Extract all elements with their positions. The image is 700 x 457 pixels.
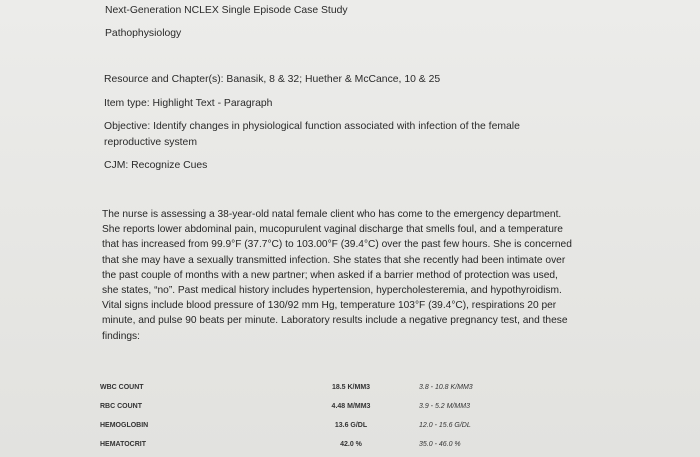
lab-range: 3.9 - 5.2 M/MM3 (419, 403, 470, 410)
document-title: Next-Generation NCLEX Single Episode Case Study (105, 5, 348, 16)
case-line[interactable]: She reports lower abdominal pain, mucopurulent vaginal discharge that smells foul, and a temperature (102, 224, 563, 236)
lab-range: 3.8 - 10.8 K/MM3 (419, 384, 473, 391)
item-type-line: Item type: Highlight Text - Paragraph (104, 98, 273, 109)
lab-value: 42.0 % (340, 441, 362, 448)
lab-range: 12.0 - 15.6 G/DL (419, 422, 471, 429)
case-line[interactable]: she states, “no”. Past medical history includes hypertension, hypercholesteremia, and hypothyroidism. (102, 285, 562, 297)
lab-name: WBC COUNT (100, 384, 144, 391)
objective-line-1: Objective: Identify changes in physiological function associated with infection of the female (104, 121, 520, 132)
lab-name: RBC COUNT (100, 403, 142, 410)
document-subtitle: Pathophysiology (105, 28, 182, 39)
cjm-line: CJM: Recognize Cues (104, 160, 208, 171)
table-row (100, 397, 520, 416)
objective-line-2: reproductive system (104, 137, 197, 148)
lab-value: 4.48 M/MM3 (331, 403, 371, 410)
lab-value: 13.6 G/DL (334, 422, 368, 429)
case-line[interactable]: minute, and pulse 90 beats per minute. Laboratory results include a negative pregnancy test, and these (102, 315, 568, 327)
case-paragraph[interactable] (102, 207, 602, 344)
table-row (100, 435, 520, 454)
case-line[interactable]: that has increased from 99.9°F (37.7°C) to 103.00°F (39.4°C) over the past few hours. She is concerned (102, 239, 572, 251)
case-line[interactable]: Vital signs include blood pressure of 130/92 mm Hg, temperature 103°F (39.4°C), respirations 20 per (102, 300, 557, 312)
case-line[interactable]: The nurse is assessing a 38-year-old natal female client who has come to the emergency department. (102, 209, 562, 220)
lab-name: HEMATOCRIT (100, 441, 147, 448)
case-line[interactable]: that she may have a sexually transmitted infection. She states that she recently had been intimate over (102, 254, 566, 266)
lab-results-table (100, 378, 520, 454)
lab-name: HEMOGLOBIN (100, 422, 149, 429)
table-row (100, 378, 520, 397)
case-line[interactable]: findings: (102, 330, 140, 342)
case-line[interactable]: the past couple of months with a new partner; when asked if a barrier method of protection was used, (102, 269, 558, 281)
lab-value: 18.5 K/MM3 (331, 384, 371, 391)
table-row (100, 416, 520, 435)
resources-line: Resource and Chapter(s): Banasik, 8 & 32; Huether & McCance, 10 & 25 (104, 74, 441, 85)
lab-range: 35.0 - 46.0 % (419, 441, 461, 448)
